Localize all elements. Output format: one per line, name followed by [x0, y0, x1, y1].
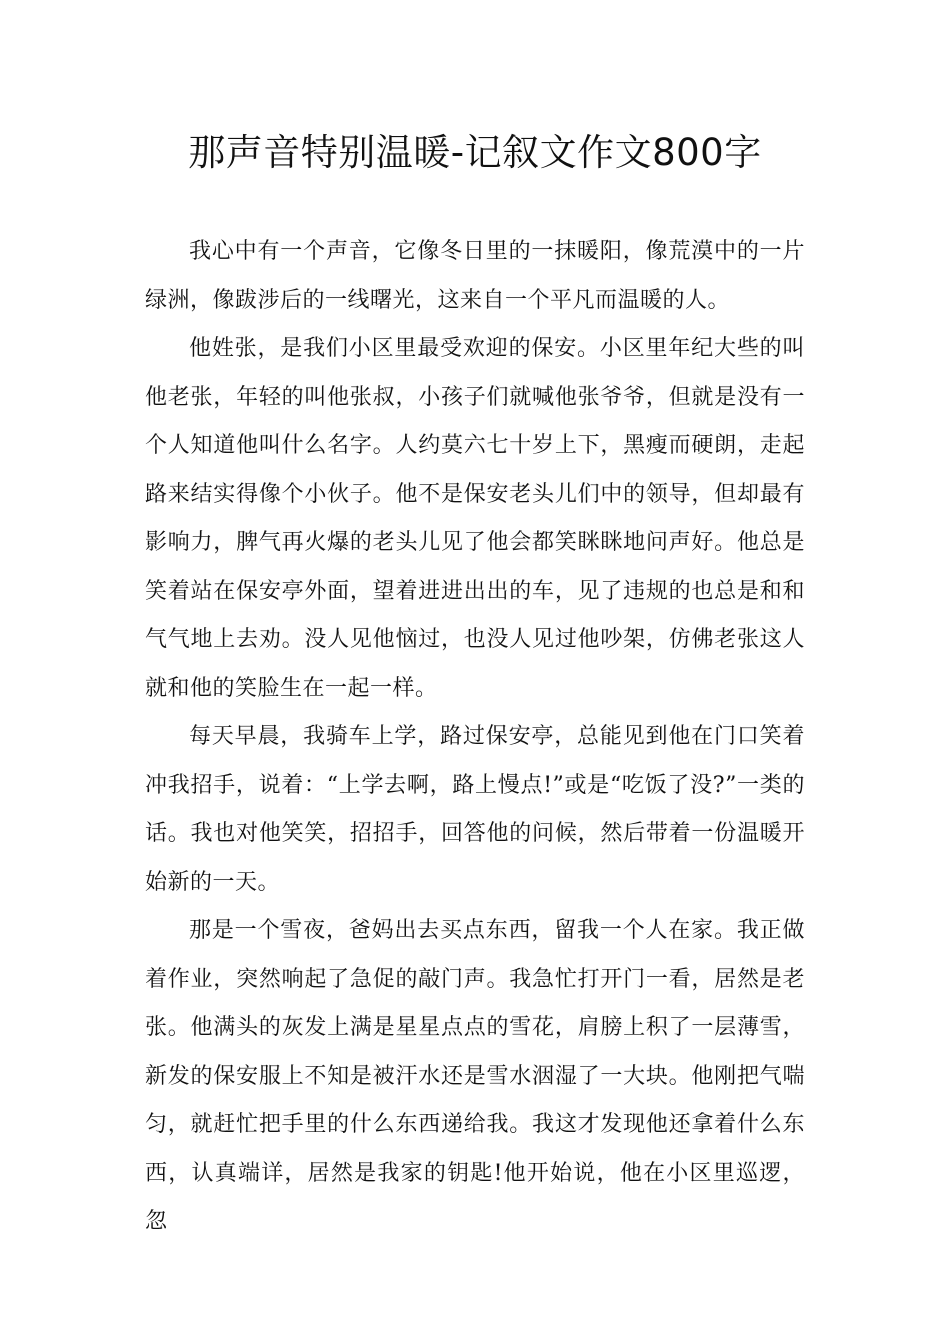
paragraph: 他姓张，是我们小区里最受欢迎的保安。小区里年纪大些的叫他老张，年轻的叫他张叔，小孩子们就喊他张爷爷，但就是没有一个人知道他叫什么名字。人约莫六七十岁上下，黑瘦而硬朗，走起路来结实得像个小伙子。他不是保安老头儿们中的领导，但却最有影响力，脾气再火爆的老头儿见了他会都笑眯眯地问声好。他总是笑着站在保安亭外面，望着进进出出的车，见了违规的也总是和和气气地上去劝。没人见他恼过，也没人见过他吵架，仿佛老张这人就和他的笑脸生在一起一样。 [145, 336, 805, 701]
paragraph: 我心中有一个声音，它像冬日里的一抹暖阳，像荒漠中的一片绿洲，像跋涉后的一线曙光，这来自一个平凡而温暖的人。 [145, 239, 805, 313]
document-body [145, 228, 805, 1247]
document-title: 那声音特别温暖-记叙文作文800字 [188, 131, 762, 174]
paragraph: 每天早晨，我骑车上学，路过保安亭，总能见到他在门口笑着冲我招手，说着：“上学去啊，路上慢点!”或是“吃饭了没?”一类的话。我也对他笑笑，招招手，回答他的问候，然后带着一份温暖开始新的一天。 [145, 724, 805, 895]
paragraph: 那是一个雪夜，爸妈出去买点东西，留我一个人在家。我正做着作业，突然响起了急促的敲门声。我急忙打开门一看，居然是老张。他满头的灰发上满是星星点点的雪花，肩膀上积了一层薄雪，新发的保安服上不知是被汗水还是雪水洇湿了一大块。他刚把气喘匀，就赶忙把手里的什么东西递给我。我这才发现他还拿着什么东西，认真端详，居然是我家的钥匙!他开始说，他在小区里巡逻，忽 [145, 918, 805, 1234]
